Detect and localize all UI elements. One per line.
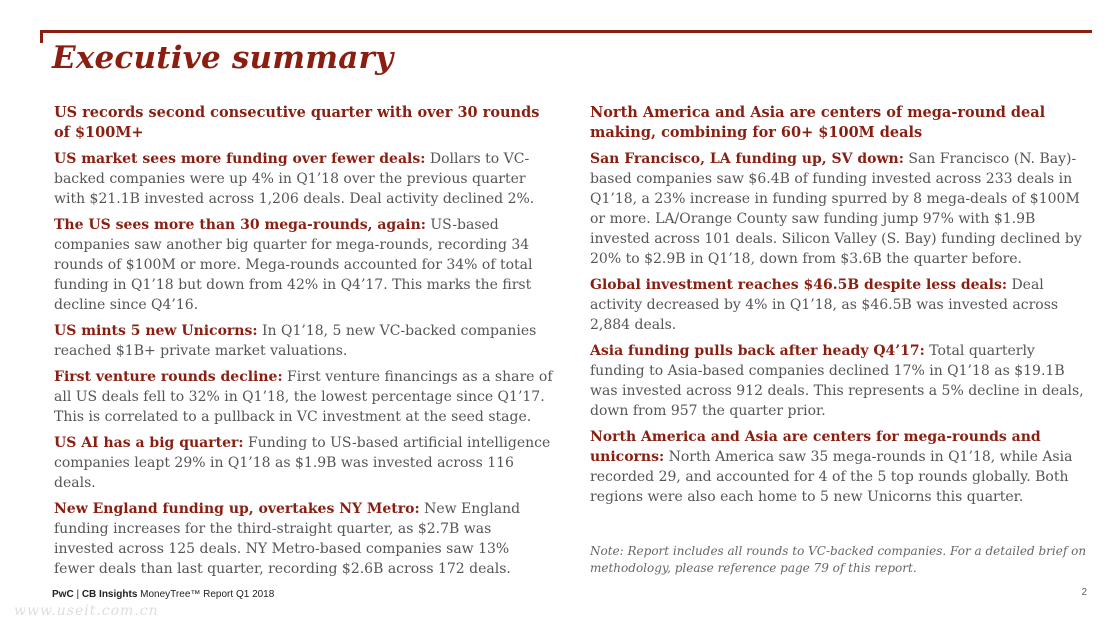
summary-item-lead: First venture rounds decline: — [54, 369, 283, 385]
summary-item — [54, 433, 554, 493]
summary-item-body: In Q1’18, 5 new VC-backed companies reached $1B+ private market valuations. — [54, 323, 537, 359]
summary-item — [590, 275, 1090, 335]
right-column — [590, 103, 1090, 513]
summary-item-body: New England funding increases for the third-straight quarter, as $2.7B was invested across 125 deals. NY Metro-based companies saw 13% fewer deals than last quarter, recording $2.6B across 172 deals. — [54, 501, 521, 577]
summary-item-lead: US AI has a big quarter: — [54, 435, 244, 451]
summary-item-lead: Global investment reaches $46.5B despite less deals: — [590, 277, 1007, 293]
summary-item-lead: New England funding up, overtakes NY Metro: — [54, 501, 420, 517]
summary-item-body: Funding to US-based artificial intelligence companies leapt 29% in Q1’18 as $1.9B was invested across 116 deals. — [54, 435, 551, 491]
page-title: Executive summary — [52, 40, 394, 76]
summary-item-body: San Francisco (N. Bay)-based companies saw $6.4B of funding invested across 233 deals in Q1’18, a 23% increase in funding spurred by 8 mega-deals of $100M or more. LA/Orange County saw funding jump 97% with $1.9B invested across 101 deals. Silicon Valley (S. Bay) funding declined by 20% to $2.9B in Q1’18, down from $3.6B the quarter before. — [590, 151, 1082, 267]
watermark: www.useit.com.cn — [14, 603, 159, 619]
summary-item-body: Deal activity decreased by 4% in Q1’18, as $46.5B was invested across 2,884 deals. — [590, 277, 1059, 333]
summary-item-body: Dollars to VC-backed companies were up 4% in Q1’18 over the previous quarter with $21.1B invested across 1,206 deals. Deal activity declined 2%. — [54, 151, 535, 207]
top-rule — [40, 30, 1092, 33]
summary-item-body: US-based companies saw another big quarter for mega-rounds, recording 34 rounds of $100M or more. Mega-rounds accounted for 34% of total funding in Q1’18 but down from 42% in Q4’17. This marks the first decline since Q4’16. — [54, 217, 533, 313]
summary-item — [590, 149, 1090, 269]
footer-report-name: MoneyTree™ Report Q1 2018 — [137, 589, 275, 600]
summary-item — [54, 321, 554, 361]
right-section-heading: North America and Asia are centers of mega-round deal making, combining for 60+ $100M deals — [590, 104, 1046, 141]
summary-item-body: North America saw 35 mega-rounds in Q1’18, while Asia recorded 29, and accounted for 4 of the 5 top rounds globally. Both regions were also each home to 5 new Unicorns this quarter. — [590, 449, 1073, 505]
summary-item-body: Total quarterly funding to Asia-based companies declined 17% in Q1’18 as $19.1B was invested across 912 deals. This represents a 5% decline in deals, down from 957 the quarter prior. — [590, 343, 1084, 419]
footer — [52, 589, 274, 600]
summary-item — [590, 427, 1090, 507]
footer-brand-pwc: PwC — [52, 589, 74, 600]
left-column — [54, 103, 554, 585]
summary-item — [54, 499, 554, 579]
left-section-heading: US records second consecutive quarter with over 30 rounds of $100M+ — [54, 104, 540, 141]
page-number: 2 — [1081, 587, 1087, 598]
summary-item-lead: Asia funding pulls back after heady Q4’17: — [590, 343, 925, 359]
summary-item-body: First venture financings as a share of all US deals fell to 32% in Q1’18, the lowest percentage since Q1’17. This is correlated to a pullback in VC investment at the seed stage. — [54, 369, 553, 425]
summary-item — [54, 215, 554, 315]
summary-item-lead: The US sees more than 30 mega-rounds, again: — [54, 217, 426, 233]
footer-separator: | — [73, 589, 82, 600]
summary-item-lead: US mints 5 new Unicorns: — [54, 323, 258, 339]
top-rule-tick — [40, 30, 43, 43]
methodology-note: Note: Report includes all rounds to VC-backed companies. For a detailed brief on methodology, please reference page 79 of this report. — [590, 544, 1087, 575]
footer-brand-cbinsights: CB Insights — [81, 589, 138, 600]
summary-item-lead: San Francisco, LA funding up, SV down: — [590, 151, 904, 167]
summary-item — [54, 149, 554, 209]
summary-item — [590, 341, 1090, 421]
summary-item-lead: North America and Asia are centers for mega-rounds and unicorns: — [590, 429, 1041, 465]
summary-item — [54, 367, 554, 427]
summary-item-lead: US market sees more funding over fewer deals: — [54, 151, 426, 167]
